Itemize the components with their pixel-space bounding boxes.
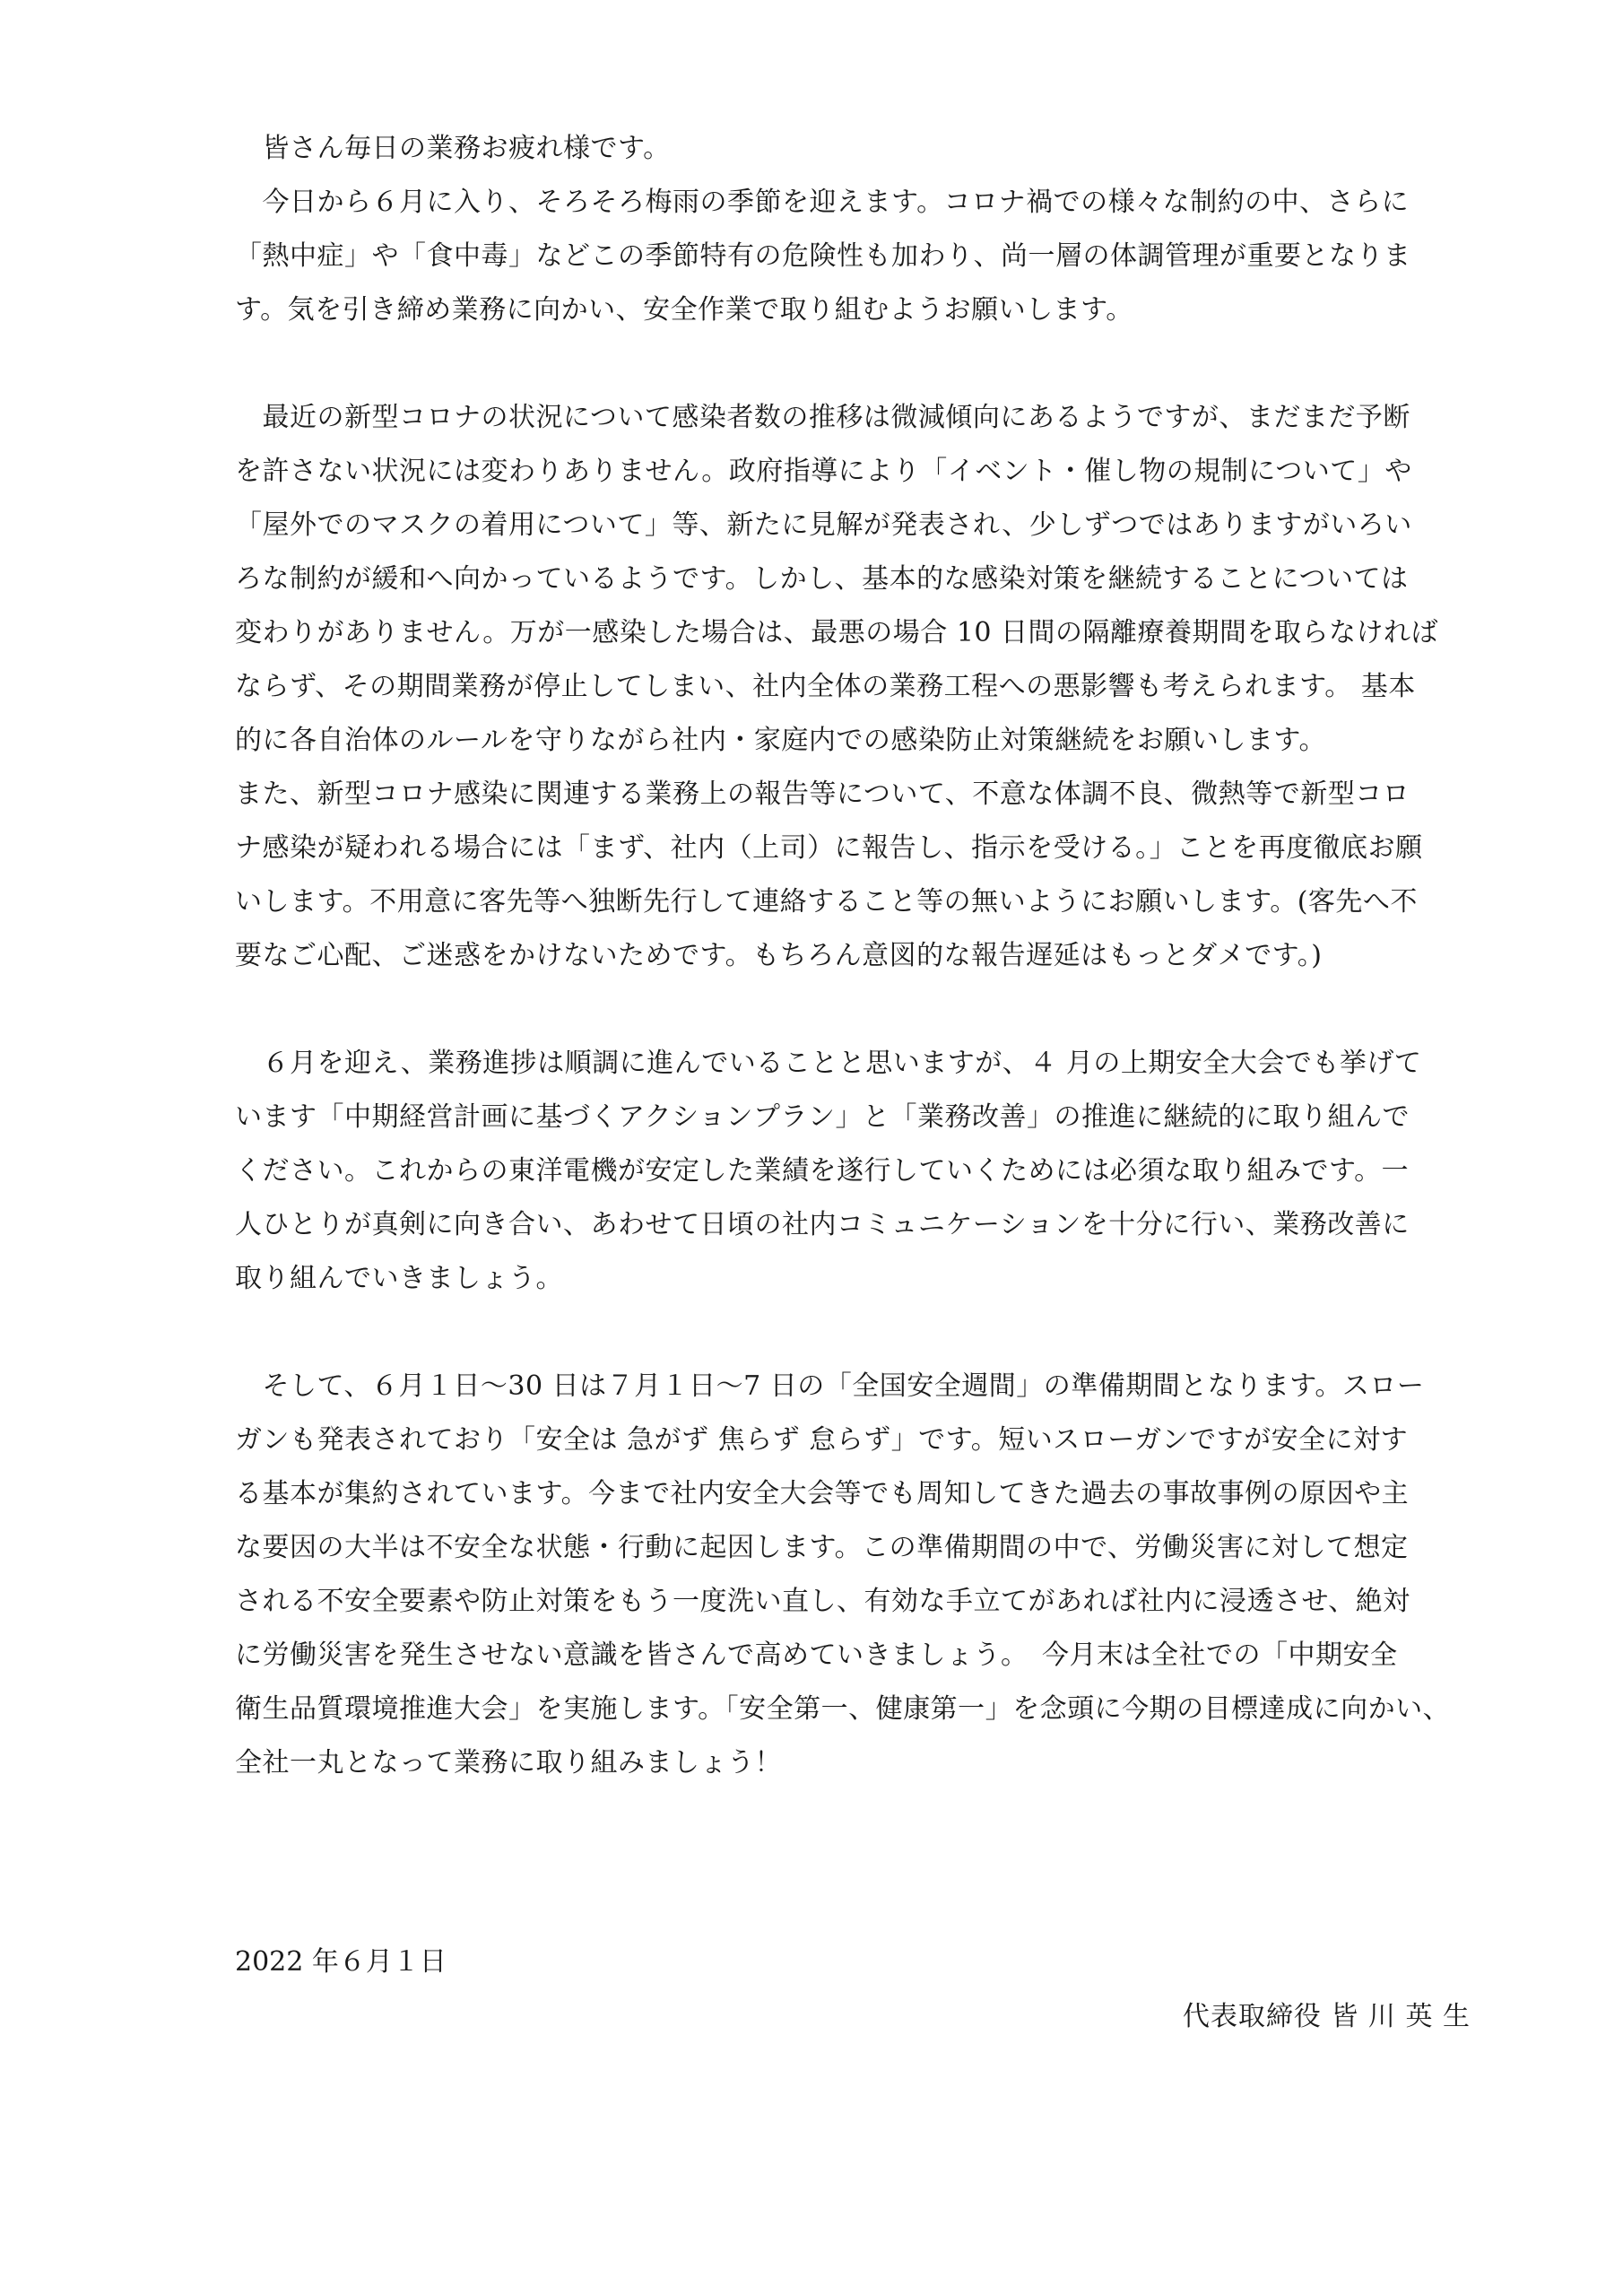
letter-body	[235, 122, 1472, 1790]
text-line: いします。不用意に客先等へ独断先行して連絡すること等の無いようにお願いします。(客先へ不	[235, 886, 1418, 918]
paragraph-covid	[235, 391, 1472, 983]
text-line: ください。これからの東洋電機が安定した業績を遂行していくためには必須な取り組みです。一	[235, 1155, 1410, 1187]
text-line: 的に各自治体のルールを守りながら社内・家庭内での感染防止対策継続をお願いします。	[235, 725, 1326, 756]
text-line: を許さない状況には変わりありません。政府指導により「イベント・催し物の規制について」や	[235, 456, 1412, 487]
text-line: 取り組んでいきましょう。	[235, 1263, 563, 1294]
text-line: 「屋外でのマスクの着用について」等、新たに見解が発表され、少しずつではありますがいろい	[235, 509, 1412, 541]
text-line: ろな制約が緩和へ向かっているようです。しかし、基本的な感染対策を継続することについては	[235, 563, 1409, 595]
text-line: される不安全要素や防止対策をもう一度洗い直し、有効な手立てがあれば社内に浸透させ、絶対	[235, 1586, 1410, 1617]
text-line: る基本が集約されています。今まで社内安全大会等でも周知してきた過去の事故事例の原因や主	[235, 1478, 1410, 1509]
letter-signature: 代表取締役 皆 川 英 生	[1182, 2001, 1471, 2032]
text-line: また、新型コロナ感染に関連する業務上の報告等について、不意な体調不良、微熱等で新型コロ	[235, 778, 1410, 810]
text-line: 衛生品質環境推進大会」を実施します。「安全第一、健康第一」を念頭に今期の目標達成に向かい、	[235, 1693, 1451, 1725]
text-line: 皆さん毎日の業務お疲れ様です。	[235, 133, 671, 164]
paragraph-spacer	[235, 1306, 1472, 1360]
text-line: 最近の新型コロナの状況について感染者数の推移は微減傾向にあるようですが、まだまだ予断	[235, 402, 1410, 433]
text-line: 人ひとりが真剣に向き合い、あわせて日頃の社内コミュニケーションを十分に行い、業務改善に	[235, 1209, 1410, 1240]
text-line: 要なご心配、ご迷惑をかけないためです。もちろん意図的な報告遅延はもっとダメです。)	[235, 940, 1323, 971]
paragraph-business	[235, 1037, 1472, 1306]
letter-date: 2022 年６月１日	[235, 1946, 447, 1978]
text-line: ガンも発表されており「安全は 急がず 焦らず 怠らず」です。短いスローガンですが安全に対す	[235, 1424, 1409, 1456]
text-line: す。気を引き締め業務に向かい、安全作業で取り組むようお願いします。	[235, 294, 1133, 326]
text-line: な要因の大半は不安全な状態・行動に起因します。この準備期間の中で、労働災害に対して想定	[235, 1532, 1409, 1563]
paragraph-spacer	[235, 983, 1472, 1037]
text-line: 変わりがありません。万が一感染した場合は、最悪の場合 10 日間の隔離療養期間を取らなければ	[235, 617, 1439, 648]
text-line: 全社一丸となって業務に取り組みましょう！	[235, 1747, 782, 1779]
paragraph-spacer	[235, 337, 1472, 391]
text-line: います「中期経営計画に基づくアクションプラン」と「業務改善」の推進に継続的に取り組んで	[235, 1101, 1410, 1133]
text-line: 「熱中症」や「食中毒」などこの季節特有の危険性も加わり、尚一層の体調管理が重要となりま	[235, 240, 1411, 272]
text-line: そして、６月１日～30 日は７月１日～7 日の「全国安全週間」の準備期間となります。スロー	[235, 1370, 1425, 1402]
paragraph-greeting	[235, 122, 1472, 337]
text-line: ナ感染が疑われる場合には「まず、社内（上司）に報告し、指示を受ける。」ことを再度徹底お願	[235, 832, 1423, 864]
text-line: ６月を迎え、業務進捗は順調に進んでいることと思いますが、４ 月の上期安全大会でも挙げて	[235, 1048, 1422, 1079]
text-line: に労働災害を発生させない意識を皆さんで高めていきましょう。 今月末は全社での「中期安全	[235, 1639, 1398, 1671]
text-line: 今日から６月に入り、そろそろ梅雨の季節を迎えます。コロナ禍での様々な制約の中、さらに	[235, 187, 1410, 218]
text-line: ならず、その期間業務が停止してしまい、社内全体の業務工程への悪影響も考えられます。 基本	[235, 671, 1416, 702]
paragraph-safety	[235, 1360, 1472, 1790]
